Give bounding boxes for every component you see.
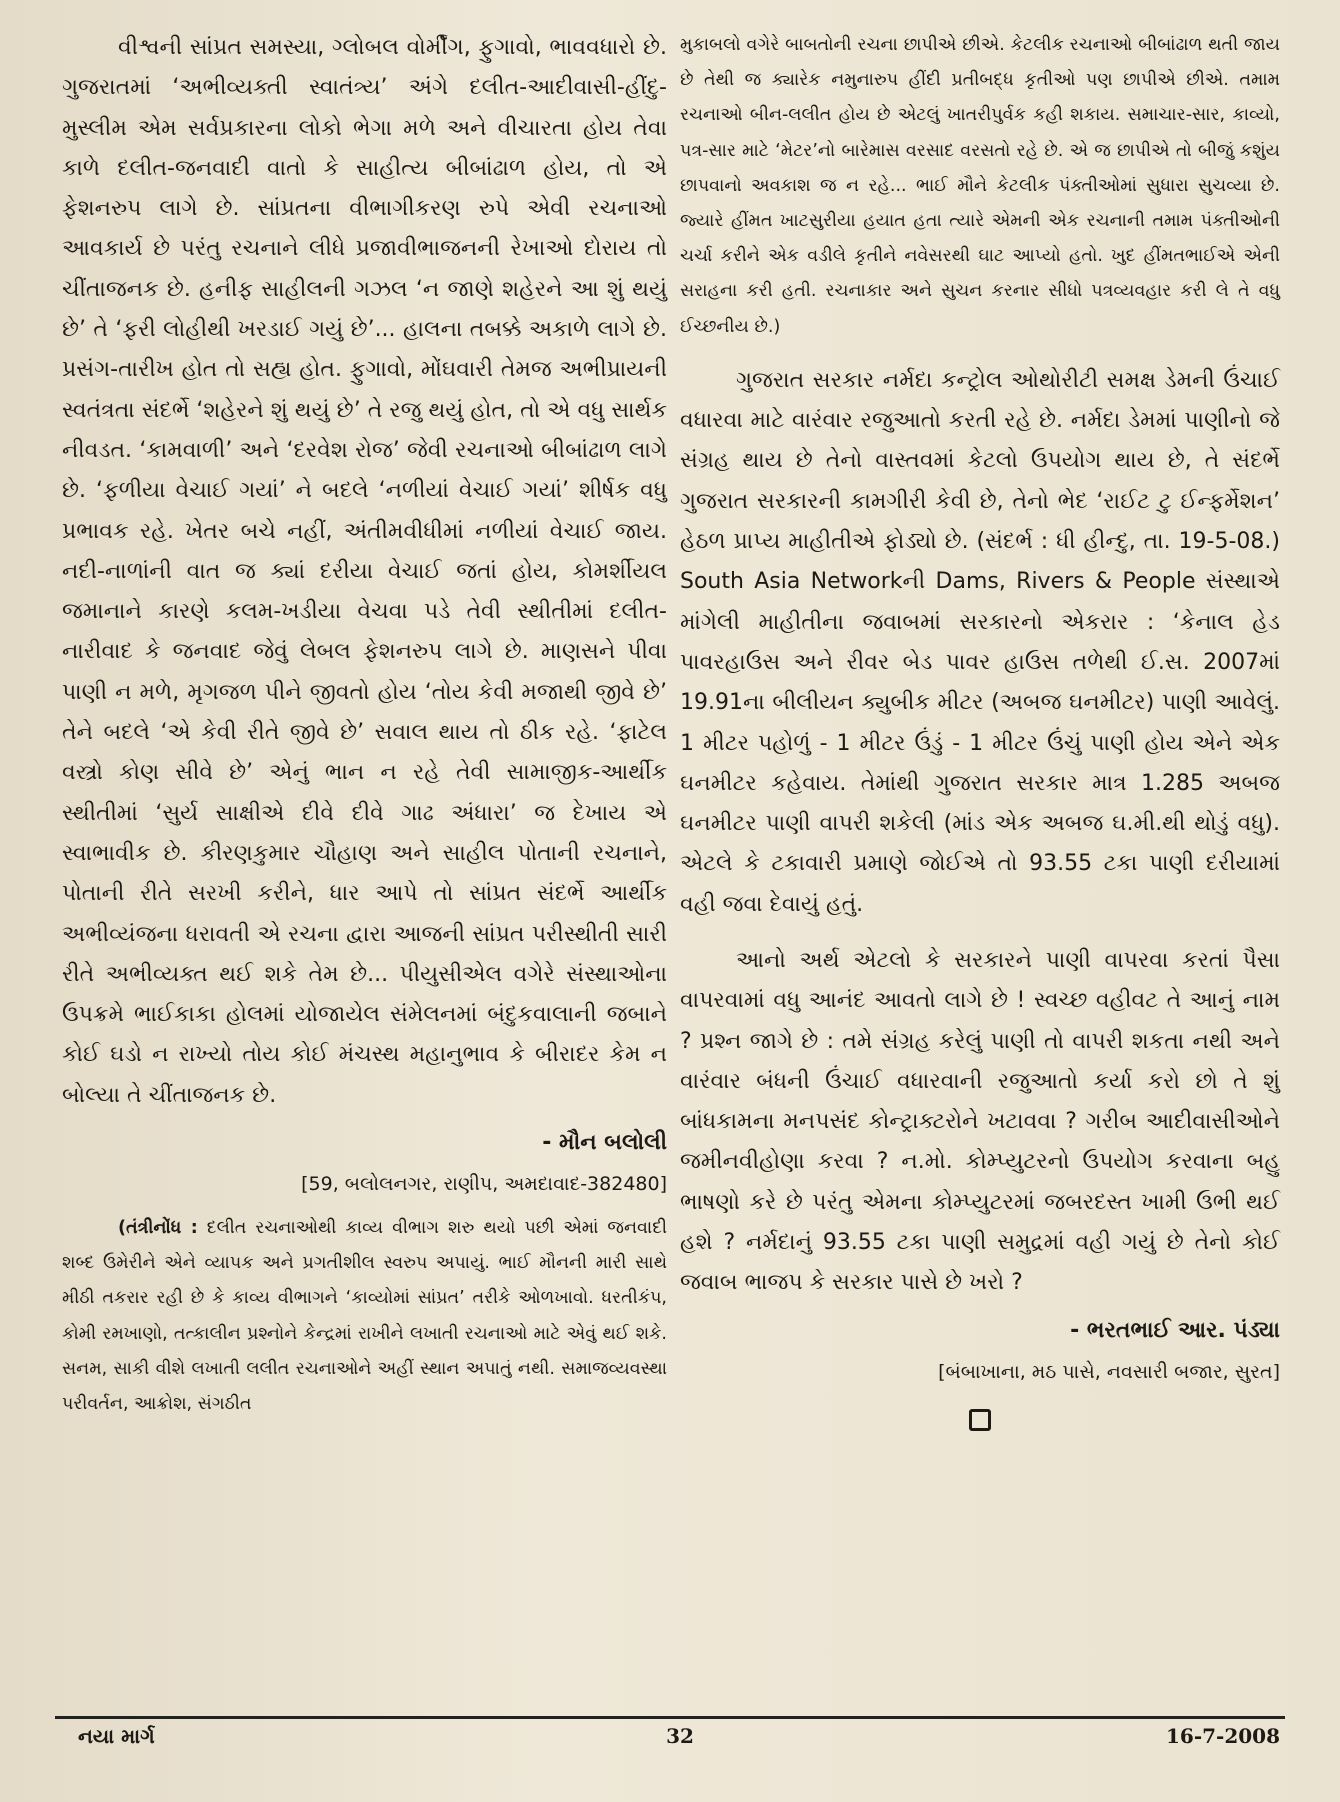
- editor-note-text: દલીત રચનાઓથી કાવ્ય વીભાગ શરુ થયો પછી એમાં જનવાદી શબ્દ ઉમેરીને એને વ્યાપક અને પ્રગતીશીલ સ્વરુપ અપાયું. ભાઈ મૌનની મારી સાથે મીઠી તકરાર રહી છે કે કાવ્ય વીભાગને ‘કાવ્યોમાં સાંપ્રત’ તરીકે ઓળખાવો. ધરતીકંપ, કોમી રમખાણો, તત્કાલીન પ્રશ્નોને કેન્દ્રમાં રાખીને લખાતી રચનાઓ માટે એવું થઈ શકે. સનમ, સાકી વીશે લખાતી લલીત રચનાઓને અહીં સ્થાન અપાતું નથી. સમાજવ્યવસ્થા પરીવર્તન, આક્રોશ, સંગઠીત: [62, 1218, 667, 1415]
- footer-publication: નયા માર્ગ: [78, 1724, 155, 1748]
- letter-signature: - મૌન બલોલી: [542, 1130, 667, 1156]
- letter-paragraph: વીશ્વની સાંપ્રત સમસ્યા, ગ્લોબલ વોર્મીંગ, ફુગાવો, ભાવવધારો છે. ગુજરાતમાં ‘અભીવ્યક્તી સ્વાતંત્ર્ય’ અંગે દલીત-આદીવાસી-હીંદુ-મુસ્લીમ એમ સર્વપ્રકારના લોકો ભેગા મળે અને વીચારતા હોય તેવા કાળે દલીત-જનવાદી વાતો કે સાહીત્ય બીબાંઢાળ હોય, તો એ ફેશનરુપ લાગે છે. સાંપ્રતના વીભાગીકરણ રુપે એવી રચનાઓ આવકાર્ય છે પરંતુ રચનાને લીધે પ્રજાવીભાજનની રેખાઓ દોરાય તો ચીંતાજનક છે. હનીફ સાહીલની ગઝલ ‘ન જાણે શહેરને આ શું થયું છે’ તે ‘ફરી લોહીથી ખરડાઈ ગયું છે’... હાલના તબક્કે અકાળે લાગે છે. પ્રસંગ-તારીખ હોત તો સહ્ય હોત. ફુગાવો, મોંઘવારી તેમજ અભીપ્રાયની સ્વતંત્રતા સંદર્ભે ‘શહેરને શું થયું છે’ તે રજુ થયું હોત, તો એ વધુ સાર્થક નીવડત. ‘કામવાળી’ અને ‘દરવેશ રોજ’ જેવી રચનાઓ બીબાંઢાળ લાગે છે. ‘ફળીયા વેચાઈ ગયાં’ ને બદલે ‘નળીયાં વેચાઈ ગયાં’ શીર્ષક વધુ પ્રભાવક રહે. ખેતર બચે નહીં, અંતીમવીધીમાં નળીયાં વેચાઈ જાય. નદી-નાળાંની વાત જ ક્યાં દરીયા વેચાઈ જતાં હોય, કોમર્શીયલ જમાનાને કારણે કલમ-ખડીયા વેચવા પડે તેવી સ્થીતીમાં દલીત-નારીવાદ કે જનવાદ જેવું લેબલ ફેશનરુપ લાગે છે. માણસને પીવા પાણી ન મળે, મૃગજળ પીને જીવતો હોય ‘તોય કેવી મજાથી જીવે છે’ તેને બદલે ‘એ કેવી રીતે જીવે છે’ સવાલ થાય તો ઠીક રહે. ‘ફાટેલ વસ્ત્રો કોણ સીવે છે’ એનું ભાન ન રહે તેવી સામાજીક-આર્થીક સ્થીતીમાં ‘સુર્ય સાક્ષીએ દીવે દીવે ગાઢ અંધારા’ જ દેખાય એ સ્વાભાવીક છે. કીરણકુમાર ચૌહાણ અને સાહીલ પોતાની રચનાને, પોતાની રીતે સરખી કરીને, ધાર આપે તો સાંપ્રત સંદર્ભે આર્થીક અભીવ્યંજના ધરાવતી એ રચના દ્વારા આજની સાંપ્રત પરીસ્થીતી સારી રીતે અભીવ્યક્ત થઈ શકે તેમ છે... પીયુસીએલ વગેરે સંસ્થાઓના ઉપક્રમે ભાઈકાકા હોલમાં યોજાયેલ સંમેલનમાં બંદુકવાલાની જબાને કોઈ ઘડો ન રાખ્યો તોય કોઈ મંચસ્થ મહાનુભાવ કે બીરાદર કેમ ન બોલ્યા તે ચીંતાજનક છે.: [62, 35, 667, 1108]
- editor-note-continued: મુકાબલો વગેરે બાબતોની રચના છાપીએ છીએ. કેટલીક રચનાઓ બીબાંઢાળ થતી જાય છે તેથી જ ક્યારેક નમુનારુપ હીંદી પ્રતીબદ્ધ કૃતીઓ પણ છાપીએ છીએ. તમામ રચનાઓ બીન-લલીત હોય છે એટલું ખાતરીપુર્વક કહી શકાય. સમાચાર-સાર, કાવ્યો, પત્ર-સાર માટે ‘મેટર’નો બારેમાસ વરસાદ વરસતો રહે છે. એ જ છાપીએ તો બીજું કશુંય છાપવાનો અવકાશ જ ન રહે... ભાઈ મૌને કેટલીક પંક્તીઓમાં સુધારા સુચવ્યા છે. જ્યારે હીંમત ખાટસુરીયા હયાત હતા ત્યારે એમની એક રચનાની તમામ પંક્તીઓની ચર્ચા કરીને એક વડીલે કૃતીને નવેસરથી ઘાટ આપ્યો હતો. ખુદ હીંમતભાઈએ એની સરાહના કરી હતી. રચનાકાર અને સુચન કરનાર સીધો પત્રવ્યવહાર કરી લે તે વધુ ઈચ્છનીય છે.): [680, 35, 1280, 337]
- article-paragraph-2: ગુજરાત સરકાર નર્મદા કન્ટ્રોલ ઓથોરીટી સમક્ષ ડેમની ઉંચાઈ વધારવા માટે વારંવાર રજુઆતો કરતી રહે છે. નર્મદા ડેમમાં પાણીનો જે સંગ્રહ થાય છે તેનો વાસ્તવમાં કેટલો ઉપયોગ થાય છે, તે સંદર્ભે ગુજરાત સરકારની કામગીરી કેવી છે, તેનો ભેદ ‘રાઈટ ટુ ઈન્ફર્મેશન’ હેઠળ પ્રાપ્ય માહીતીએ ફોડ્યો છે. (સંદર્ભ : ધી હીન્દુ, તા. 19-5-08.) South Asia Networkની Dams, Rivers & People સંસ્થાએ માંગેલી માહીતીના જવાબમાં સરકારનો એકરાર : ‘કેનાલ હેડ પાવરહાઉસ અને રીવર બેડ પાવર હાઉસ તળેથી ઈ.સ. 2007માં 19.91ના બીલીયન ક્યુબીક મીટર (અબજ ઘનમીટર) પાણી આવેલું. 1 મીટર પહોળું - 1 મીટર ઉંડું - 1 મીટર ઉંચું પાણી હોય એને એક ઘનમીટર કહેવાય. તેમાંથી ગુજરાત સરકાર માત્ર 1.285 અબજ ઘનમીટર પાણી વાપરી શકેલી (માંડ એક અબજ ઘ.મી.થી થોડું વધુ). એટલે કે ટકાવારી પ્રમાણે જોઈએ તો 93.55 ટકા પાણી દરીયામાં વહી જવા દેવાયું હતું.: [680, 367, 1280, 917]
- editor-note: [62, 1211, 667, 1422]
- article-address: [બંબાખાના, મઠ પાસે, નવસારી બજાર, સુરત]: [938, 1360, 1280, 1383]
- footer-date: 16-7-2008: [1165, 1724, 1280, 1748]
- footer-page-number: 32: [666, 1724, 694, 1748]
- article-signature: - ભરતભાઈ આર. પંડ્યા: [1070, 1317, 1280, 1343]
- right-column: [680, 28, 1280, 1431]
- article-paragraph-3: આનો અર્થ એટલો કે સરકારને પાણી વાપરવા કરતાં પૈસા વાપરવામાં વધુ આનંદ આવતો લાગે છે ! સ્વચ્છ વહીવટ તે આનું નામ ? પ્રશ્ન જાગે છે : તમે સંગ્રહ કરેલું પાણી તો વાપરી શકતા નથી અને વારંવાર બંધની ઉંચાઈ વધારવાની રજુઆતો કર્યા કરો છો તે શું બાંધકામના મનપસંદ કોન્ટ્રાક્ટરોને ખટાવવા ? ગરીબ આદીવાસીઓને જમીનવીહોણા કરવા ? ન.મો. કોમ્પ્યુટરનો ઉપયોગ કરવાના બહુ ભાષણો કરે છે પરંતુ એમના કોમ્પ્યુટરમાં જબરદસ્ત ખામી ઉભી થઈ હશે ? નર્મદાનું 93.55 ટકા પાણી સમુદ્રમાં વહી ગયું છે તેનો કોઈ જવાબ ભાજપ કે સરકાર પાસે છે ખરો ?: [680, 947, 1280, 1296]
- left-column: [62, 28, 667, 1422]
- editor-note-label: (તંત્રીનોંધ :: [118, 1218, 198, 1239]
- letter-address: [59, બલોલનગર, રાણીપ, અમદાવાદ-382480]: [301, 1173, 667, 1196]
- end-mark-icon: [969, 1409, 991, 1431]
- footer-rule: [55, 1716, 1285, 1719]
